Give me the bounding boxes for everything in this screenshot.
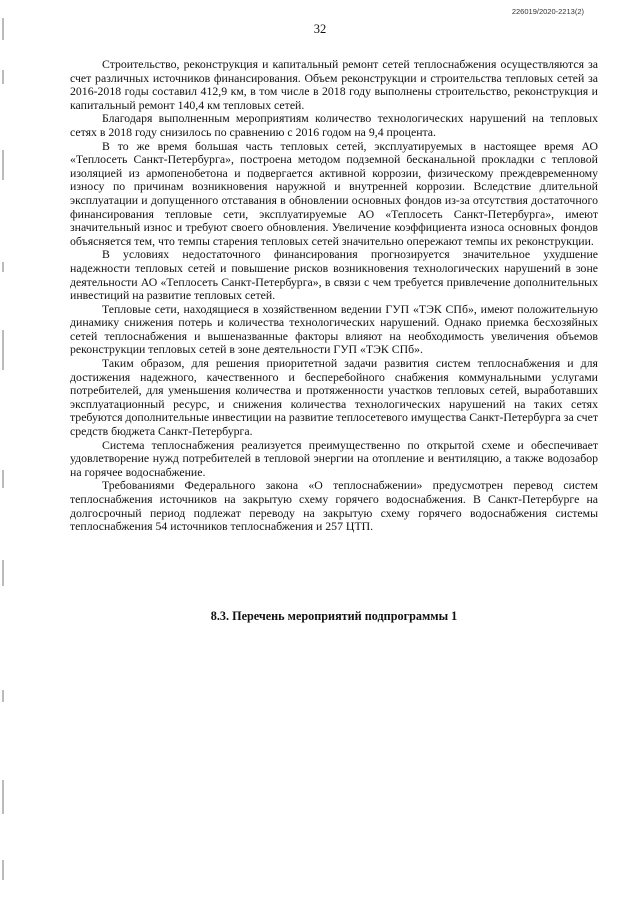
paragraph-3: В то же время большая часть тепловых сетей, эксплуатируемых в настоящее время АО «Теплосеть Санкт-Петербурга», построена методом подземной бесканальной прокладки с тепловой изоляцией из армопенобетона и подвергается активной коррозии, физическому преждевременному износу по причинам возникновения наружной и внутренней коррозии. Вследствие длительной эксплуатации и допущенного отставания в обновлении основных фондов из-за отсутствия достаточного финансирования тепловые сети, эксплуатируемые АО «Теплосеть Санкт-Петербурга», имеют значительный износ и требуют своего обновления. Увеличение коэффициента износа основных фондов объясняется тем, что темпы старения тепловых сетей значительно опережают темпы их реконструкции. <box>70 138 598 248</box>
paragraph-5: Тепловые сети, находящиеся в хозяйственном ведении ГУП «ТЭК СПб», имеют положительную динамику снижения потерь и количества технологических нарушений. Однако приемка бесхозяйных сетей теплоснабжения и вышеназванные факторы влияют на необходимость увеличения объемов реконструкции тепловых сетей в зоне деятельности ГУП «ТЭК СПб». <box>70 301 598 357</box>
scan-margin-marks <box>0 0 8 905</box>
paragraph-2: Благодаря выполненным мероприятиям количество технологических нарушений на тепловых сетях в 2018 году снизилось по сравнению с 2016 годом на 9,4 процента. <box>70 111 598 139</box>
document-id: 226019/2020-2213(2) <box>511 7 584 16</box>
paragraph-1: Строительство, реконструкция и капитальный ремонт сетей теплоснабжения осуществляются за счет различных источников финансирования. Объем реконструкции и строительства тепловых сетей за 2016-2018 годы составил 412,9 км, в том числе в 2018 году выполнены строительство, реконструкция и капитальный ремонт 140,4 км тепловых сетей. <box>70 57 598 112</box>
section-heading: 8.3. Перечень мероприятий подпрограммы 1 <box>210 609 458 623</box>
paragraph-6: Таким образом, для решения приоритетной задачи развития систем теплоснабжения и для достижения надежного, качественного и бесперебойного снабжения коммунальными услугами потребителей, для уменьшения количества и протяженности участков тепловых сетей, выработавших эксплуатационный ресурс, и снижения количества технологических нарушений на таких сетях требуются дополнительные инвестиции на развитие теплосетевого имущества Санкт-Петербурга за счет средств бюджета Санкт-Петербурга. <box>70 356 598 439</box>
document-body <box>70 58 598 534</box>
paragraph-8: Требованиями Федерального закона «О теплоснабжении» предусмотрен перевод систем теплоснабжения источников на закрытую схему горячего водоснабжения. В Санкт-Петербурге на долгосрочный период подлежат переводу на закрытую схему горячего водоснабжения системы теплоснабжения 54 источников теплоснабжения и 257 ЦТП. <box>70 478 598 534</box>
paragraph-7: Система теплоснабжения реализуется преимущественно по открытой схеме и обеспечивает удовлетворение нужд потребителей в тепловой энергии на отопление и вентиляцию, а также водозабор на горячее водоснабжение. <box>70 437 598 479</box>
page-number: 32 <box>313 22 327 36</box>
paragraph-4: В условиях недостаточного финансирования прогнозируется значительное ухудшение надежности тепловых сетей и повышение рисков возникновения технологических нарушений в зоне деятельности АО «Теплосеть Санкт-Петербурга», в связи с чем требуется привлечение дополнительных инвестиций на развитие тепловых сетей. <box>70 247 598 303</box>
